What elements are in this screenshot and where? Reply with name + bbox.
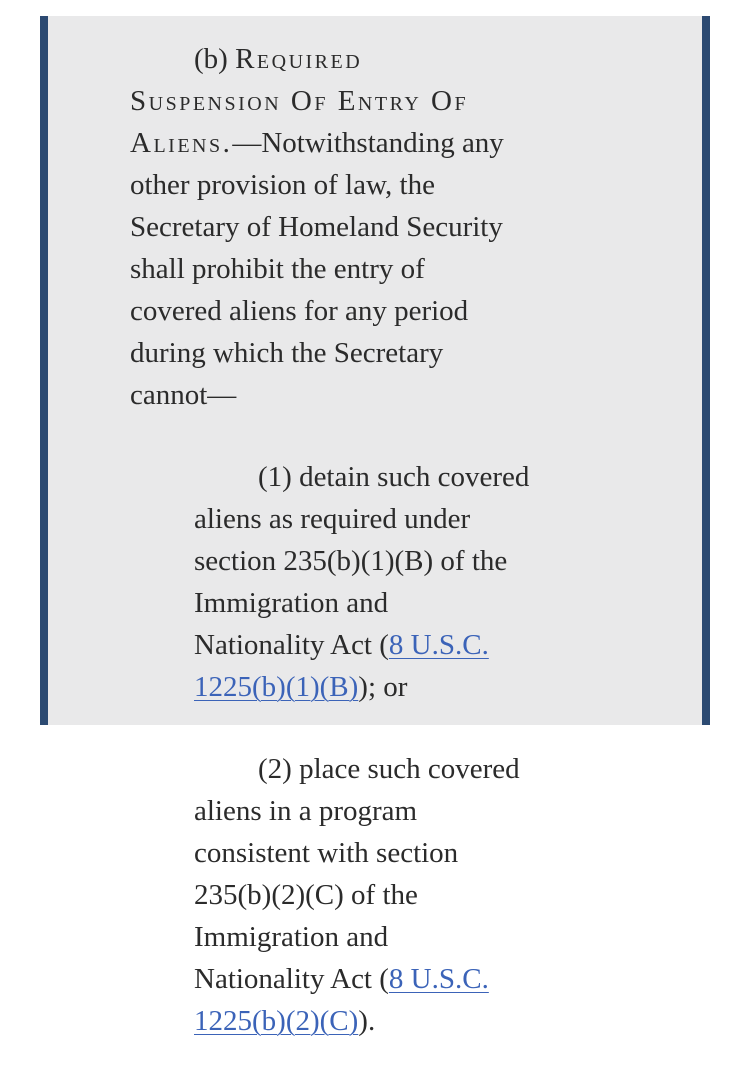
section-b-heading-2: Suspension Of Entry Of: [130, 85, 469, 117]
section-b-line-8: during which the Secretary: [130, 337, 444, 369]
paragraph-1-line-6: [194, 666, 407, 708]
section-b-line-7: covered aliens for any period: [130, 295, 469, 327]
paragraph-2-line-4: 235(b)(2)(C) of the: [194, 879, 418, 911]
section-b-line-3-text: —Notwithstanding any: [232, 127, 504, 159]
section-b-line-4: other provision of law, the: [130, 169, 435, 201]
section-b-line-9: cannot—: [130, 379, 237, 411]
usc-citation-link-1225-b-1-b-part-2[interactable]: 1225(b)(1)(B): [194, 671, 359, 703]
paragraph-1-line-3: section 235(b)(1)(B) of the: [194, 545, 508, 577]
paragraph-2-line-1: (2) place such covered: [258, 753, 520, 785]
section-b-line-6: shall prohibit the entry of: [130, 253, 425, 285]
section-b-line-1: [194, 38, 362, 80]
paragraph-2-line-7-text: ).: [358, 1005, 376, 1037]
section-b-line-5: Secretary of Homeland Security: [130, 211, 503, 243]
section-b-heading-1: Required: [235, 43, 363, 75]
paragraph-1-line-1: (1) detain such covered: [258, 461, 530, 493]
usc-citation-link-1225-b-2-c-part-2[interactable]: 1225(b)(2)(C): [194, 1005, 359, 1037]
paragraph-2-line-7: [194, 1000, 375, 1042]
section-b-heading-3: Aliens.: [130, 127, 233, 159]
section-b-line-3: [130, 122, 504, 164]
paragraph-2-line-6: [194, 958, 489, 1000]
usc-citation-link-1225-b-1-b-part-1[interactable]: 8 U.S.C.: [388, 629, 489, 661]
paragraph-1-line-5: [194, 624, 489, 666]
paragraph-1-line-5-text: Nationality Act (: [194, 629, 389, 661]
section-b-designation: (b): [194, 43, 236, 75]
paragraph-2-line-5: Immigration and: [194, 921, 389, 953]
usc-citation-link-1225-b-2-c-part-1[interactable]: 8 U.S.C.: [388, 963, 489, 995]
paragraph-1-line-6-text: ); or: [358, 671, 408, 703]
paragraph-1-line-4: Immigration and: [194, 587, 389, 619]
paragraph-2-line-2: aliens in a program: [194, 795, 418, 827]
paragraph-1-line-2: aliens as required under: [194, 503, 471, 535]
paragraph-2-line-6-text: Nationality Act (: [194, 963, 389, 995]
paragraph-2-line-3: consistent with section: [194, 837, 459, 869]
